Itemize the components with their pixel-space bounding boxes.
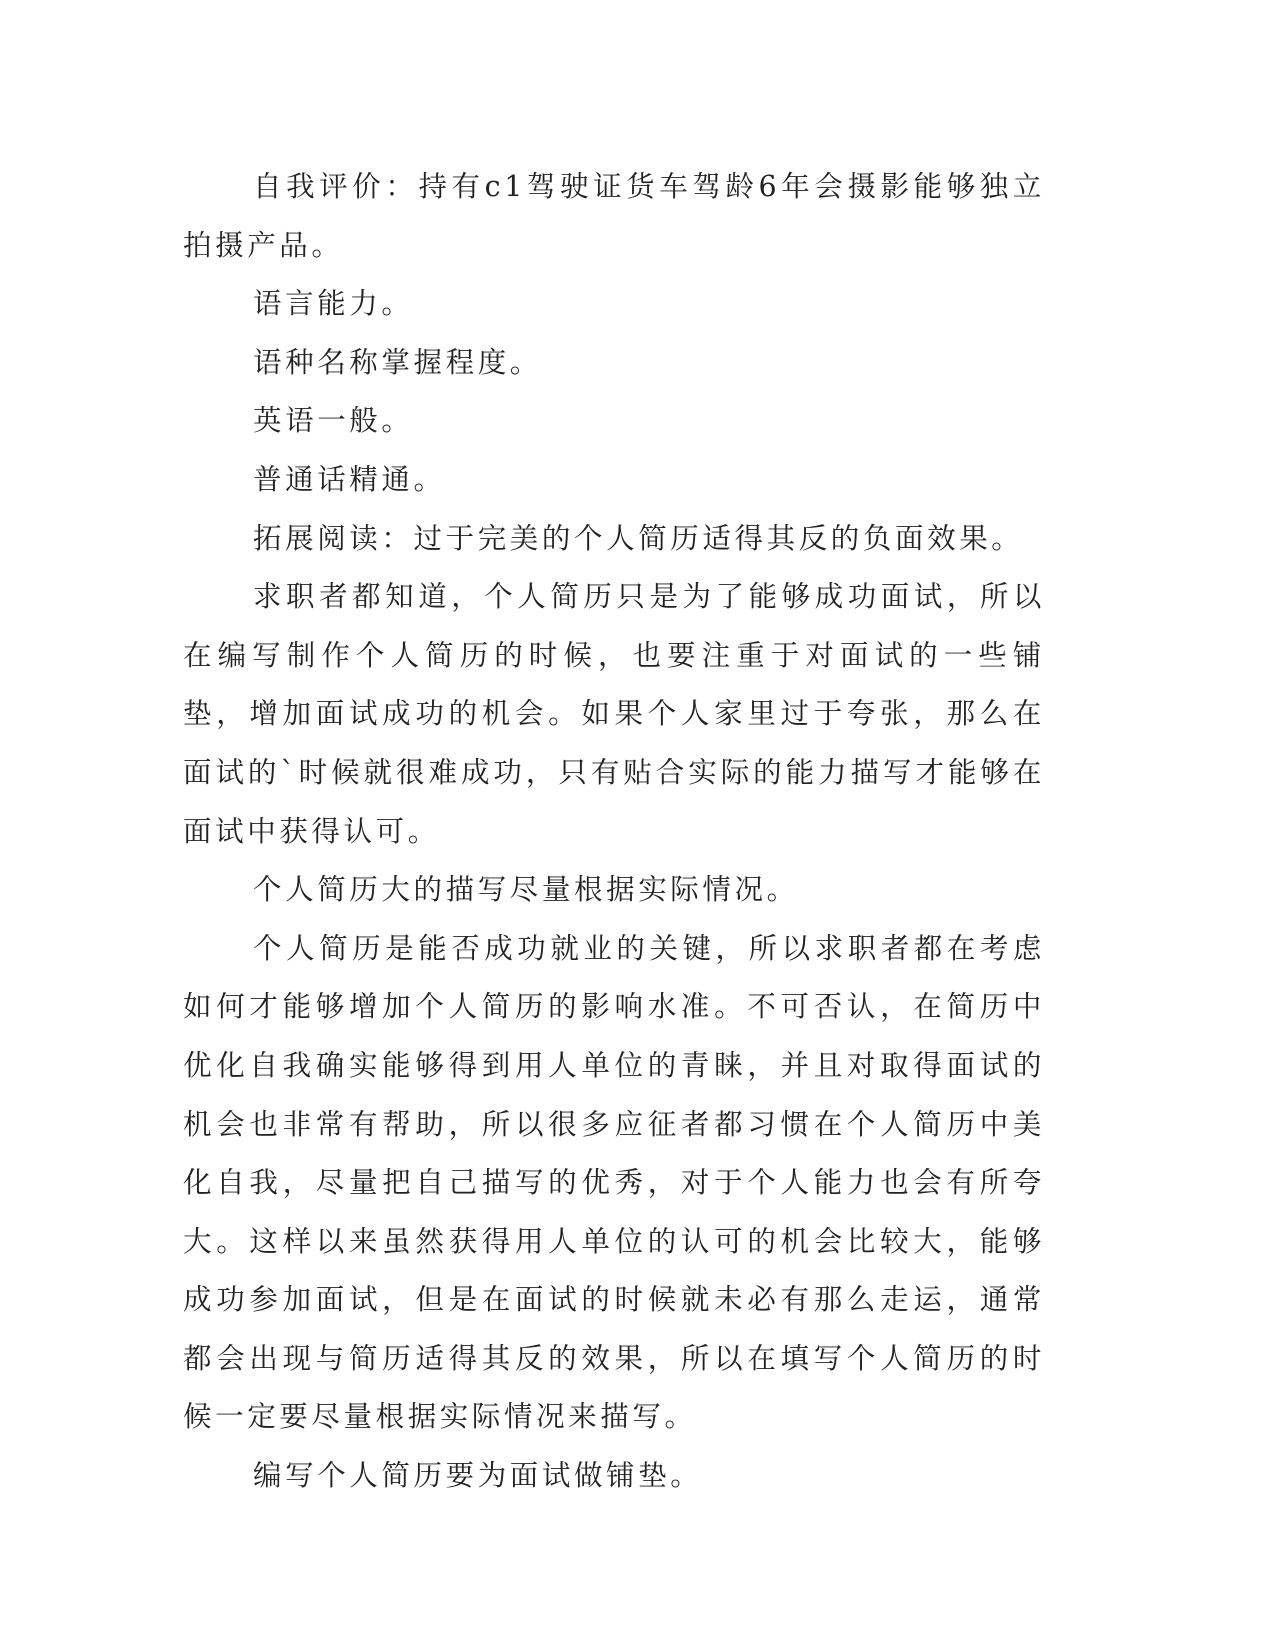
paragraph-language-ability: 语言能力。 xyxy=(253,287,414,321)
paragraph-mandarin-level: 普通话精通。 xyxy=(253,462,446,496)
paragraph-job-seekers: 求职者都知道，个人简历只是为了能够成功面试，所以在编写制作个人简历的时候，也要注重于对面试的一些铺垫，增加面试成功的机会。如果个人家里过于夸张，那么在面试的`时候就很难成功，只有贴合实际的能力描写才能够在面试中获得认可。 xyxy=(183,580,1045,848)
paragraph-section-heading-interview: 编写个人简历要为面试做铺垫。 xyxy=(253,1459,703,1493)
paragraph-resume-key: 个人简历是能否成功就业的关键，所以求职者都在考虑如何才能够增加个人简历的影响水准。不可否认，在简历中优化自我确实能够得到用人单位的青睐，并且对取得面试的机会也非常有帮助，所以很多应征者都习惯在个人简历中美化自我，尽量把自己描写的优秀，对于个人能力也会有所夸大。这样以来虽然获得用人单位的认可的机会比较大，能够成功参加面试，但是在面试的时候就未必有那么走运，通常都会出现与简历适得其反的效果，所以在填写个人简历的时候一定要尽量根据实际情况来描写。 xyxy=(183,931,1045,1434)
paragraph-extended-reading-title: 拓展阅读：过于完美的个人简历适得其反的负面效果。 xyxy=(253,521,1024,555)
paragraph-section-heading-actual: 个人简历大的描写尽量根据实际情况。 xyxy=(253,873,799,907)
paragraph-language-table-header: 语种名称掌握程度。 xyxy=(253,345,542,379)
document-body xyxy=(183,158,1045,1506)
paragraph-self-evaluation: 自我评价：持有c1驾驶证货车驾龄6年会摄影能够独立拍摄产品。 xyxy=(183,170,1045,262)
paragraph-english-level: 英语一般。 xyxy=(253,404,414,438)
